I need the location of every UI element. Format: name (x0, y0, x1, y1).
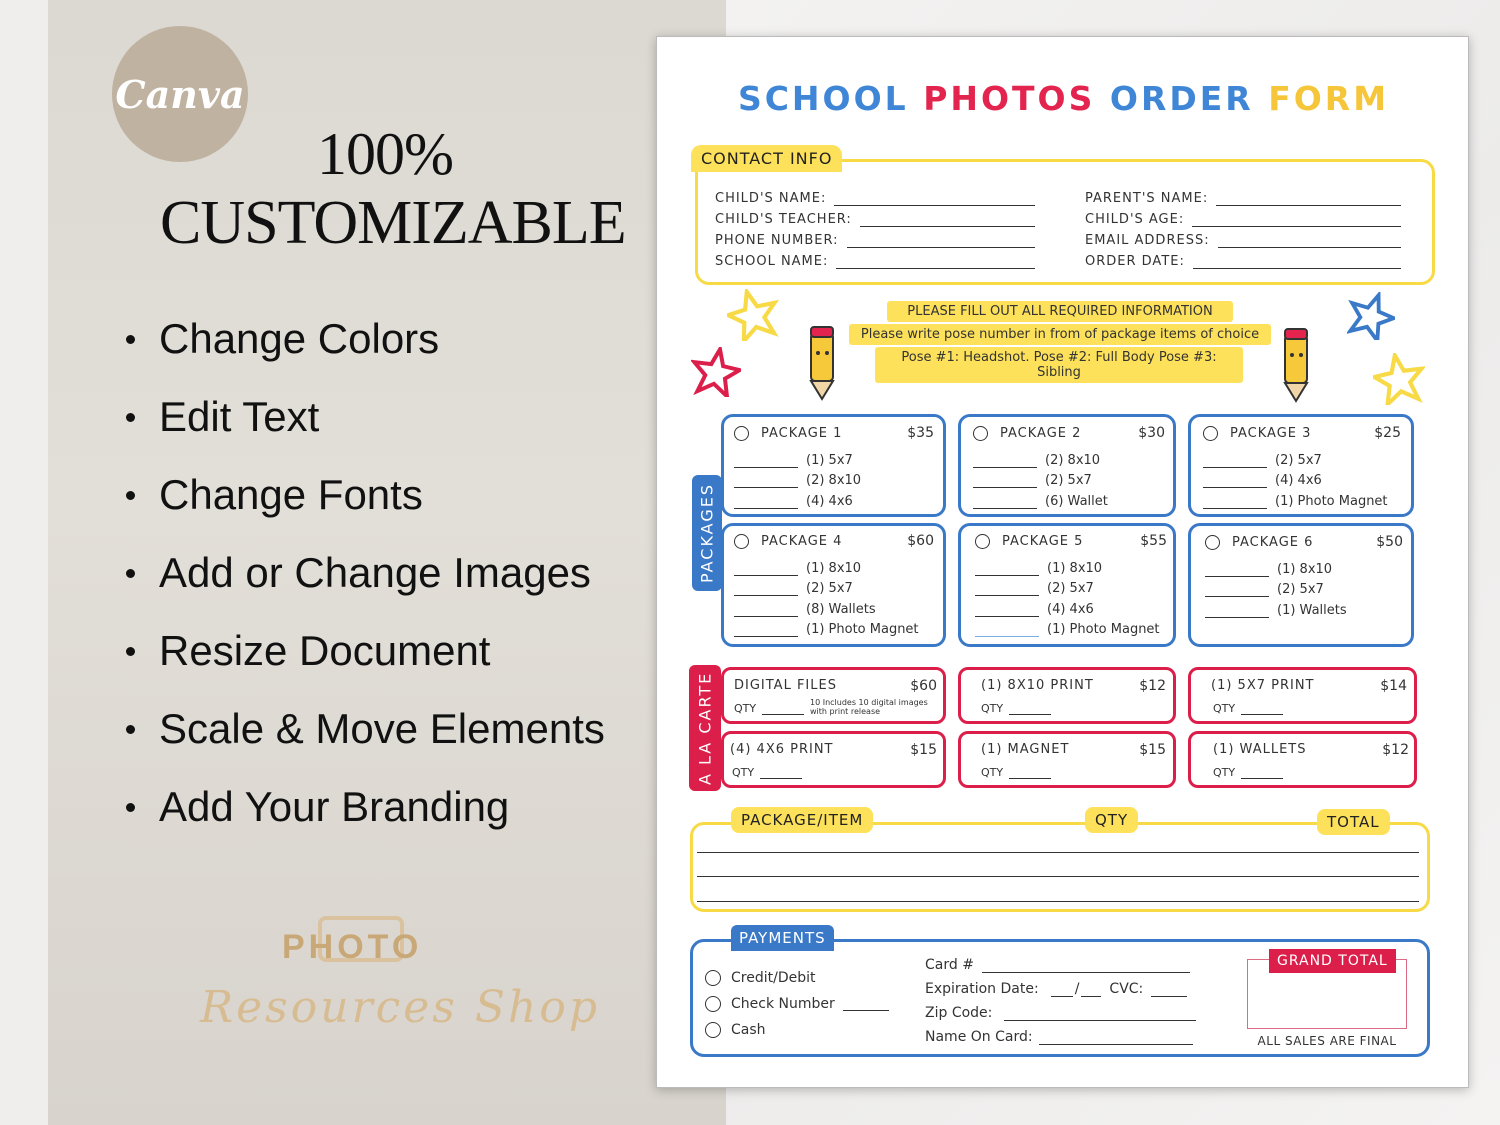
input-line[interactable] (860, 213, 1035, 227)
packages-tab: PACKAGES (692, 475, 722, 591)
zip-field[interactable]: Zip Code: (925, 997, 1196, 1021)
contact-field[interactable]: ORDER DATE: (1085, 248, 1401, 269)
contact-info-tag: CONTACT INFO (691, 145, 842, 172)
bullet-icon (126, 647, 135, 656)
feature-item: Change Fonts (126, 456, 605, 534)
digital-files-note: 10 Includes 10 digital images with print release (810, 698, 928, 716)
pose-input-line[interactable] (734, 497, 798, 509)
input-line[interactable] (847, 234, 1035, 248)
package-radio[interactable] (1205, 535, 1220, 550)
package-radio[interactable] (734, 426, 749, 441)
pose-input-line[interactable] (1203, 497, 1267, 509)
alacarte-card[interactable]: (1) WALLETS $12 QTY (1188, 731, 1417, 788)
pose-input-line[interactable] (975, 625, 1039, 637)
notice-line: Please write pose number in from of package items of choice (849, 324, 1271, 345)
package-card[interactable]: PACKAGE 1 $35 (1) 5x7 (2) 8x10 (4) 4x6 (721, 414, 946, 517)
package-radio[interactable] (734, 534, 749, 549)
payment-option-cash[interactable]: Cash (705, 1017, 889, 1043)
input-line[interactable] (1193, 255, 1401, 269)
package-item: (4) 4x6 (975, 596, 1160, 617)
package-item: (2) 8x10 (734, 468, 861, 489)
package-card[interactable]: PACKAGE 3 $25 (2) 5x7 (4) 4x6 (1) Photo Magnet (1188, 414, 1414, 517)
package-item: (6) Wallet (973, 488, 1108, 509)
headline-customizable: CUSTOMIZABLE (160, 189, 626, 257)
exp-year-line[interactable] (1081, 985, 1101, 997)
package-item: (1) 8x10 (975, 555, 1160, 576)
contact-field[interactable]: PARENT'S NAME: (1085, 185, 1401, 206)
cvc-line[interactable] (1151, 985, 1187, 997)
alacarte-card[interactable]: (1) 5X7 PRINT $14 QTY (1188, 667, 1417, 724)
bullet-icon (126, 803, 135, 812)
package-item: (2) 5x7 (734, 576, 919, 597)
headline-percent: 100% (317, 121, 453, 187)
final-note: ALL SALES ARE FINAL (1257, 1034, 1397, 1048)
pose-input-line[interactable] (734, 625, 798, 637)
notice-line: Pose #1: Headshot. Pose #2: Full Body Pose #3: Sibling (875, 347, 1243, 383)
qty-input-line[interactable] (1009, 769, 1051, 779)
input-line[interactable] (836, 255, 1035, 269)
pose-input-line[interactable] (975, 584, 1039, 596)
pose-input-line[interactable] (1205, 606, 1269, 618)
summary-input-line[interactable] (697, 901, 1419, 902)
column-package-item: PACKAGE/ITEM (731, 807, 873, 833)
pose-input-line[interactable] (734, 564, 798, 576)
pose-input-line[interactable] (1203, 476, 1267, 488)
pose-input-line[interactable] (975, 564, 1039, 576)
package-item: (4) 4x6 (734, 488, 861, 509)
pose-input-line[interactable] (734, 456, 798, 468)
package-item: (1) Photo Magnet (734, 617, 919, 638)
package-item: (1) Photo Magnet (975, 617, 1160, 638)
notice-line: PLEASE FILL OUT ALL REQUIRED INFORMATION (887, 301, 1233, 322)
pose-input-line[interactable] (734, 605, 798, 617)
package-item: (2) 5x7 (1203, 447, 1388, 468)
qty-field[interactable]: QTY (1213, 702, 1283, 715)
package-card[interactable]: PACKAGE 5 $55 (1) 8x10 (2) 5x7 (4) 4x6 (1) Photo Magnet (958, 523, 1176, 647)
qty-field[interactable]: QTY (732, 766, 802, 779)
column-total: TOTAL (1317, 809, 1390, 835)
package-item: (4) 4x6 (1203, 468, 1388, 489)
package-card[interactable]: PACKAGE 6 $50 (1) 8x10 (2) 5x7 (1) Wallets (1188, 523, 1414, 647)
contact-field[interactable]: EMAIL ADDRESS: (1085, 227, 1401, 248)
alacarte-card[interactable]: (1) MAGNET $15 QTY (958, 731, 1176, 788)
qty-input-line[interactable] (760, 769, 802, 779)
name-on-card-line[interactable] (1039, 1033, 1193, 1045)
contact-field[interactable]: SCHOOL NAME: (715, 248, 1035, 269)
payments-tag: PAYMENTS (731, 925, 834, 951)
column-qty: QTY (1085, 807, 1138, 833)
feature-item: Edit Text (126, 378, 605, 456)
qty-field[interactable]: QTY (1213, 766, 1283, 779)
contact-field[interactable]: PHONE NUMBER: (715, 227, 1035, 248)
contact-right-column (1085, 185, 1401, 269)
order-summary-section (690, 822, 1430, 912)
input-line[interactable] (1218, 234, 1401, 248)
yellow-star-icon (1373, 353, 1425, 405)
qty-input-line[interactable] (1241, 769, 1283, 779)
feature-item: Scale & Move Elements (126, 690, 605, 768)
title-word: SCHOOL (737, 79, 909, 118)
payment-options (705, 965, 889, 1043)
package-item: (2) 5x7 (975, 576, 1160, 597)
grand-total-label: GRAND TOTAL (1269, 949, 1396, 973)
yellow-star-icon (727, 289, 779, 341)
bullet-icon (126, 491, 135, 500)
input-line[interactable] (1192, 213, 1401, 227)
exp-month-line[interactable] (1051, 985, 1073, 997)
qty-field[interactable]: QTY (981, 702, 1051, 715)
pose-input-line[interactable] (734, 584, 798, 596)
package-item: (1) Wallets (1205, 597, 1347, 618)
package-card[interactable]: PACKAGE 4 $60 (1) 8x10 (2) 5x7 (8) Wallets (1) Photo Magnet (721, 523, 946, 647)
summary-input-line[interactable] (697, 852, 1419, 853)
pose-input-line[interactable] (1205, 585, 1269, 597)
package-item: (1) 5x7 (734, 447, 861, 468)
pose-input-line[interactable] (973, 456, 1037, 468)
package-item: (2) 5x7 (973, 468, 1108, 489)
alacarte-card[interactable]: (4) 4X6 PRINT $15 QTY (721, 731, 946, 788)
qty-input-line[interactable] (1009, 705, 1051, 715)
pencil-icon (801, 323, 847, 403)
pencil-icon (1271, 325, 1317, 405)
bullet-icon (126, 569, 135, 578)
pose-input-line[interactable] (975, 605, 1039, 617)
contact-field[interactable]: CHILD'S AGE: (1085, 206, 1401, 227)
brand-script: Resources Shop (200, 982, 600, 1033)
payment-radio[interactable] (705, 996, 721, 1012)
payment-option-check[interactable]: Check Number (705, 991, 889, 1017)
brand-photo-word: PHOTO (282, 928, 423, 966)
package-item: (2) 8x10 (973, 447, 1108, 468)
contact-field[interactable]: CHILD'S TEACHER: (715, 206, 1035, 227)
package-item: (8) Wallets (734, 596, 919, 617)
feature-item: Add Your Branding (126, 768, 605, 846)
card-number-line[interactable] (982, 961, 1190, 973)
feature-item: Add or Change Images (126, 534, 605, 612)
check-number-line[interactable] (843, 997, 889, 1011)
bullet-icon (126, 335, 135, 344)
pose-input-line[interactable] (734, 476, 798, 488)
canva-logo: Canva (112, 26, 248, 162)
order-form-document (656, 36, 1469, 1088)
package-item: (1) 8x10 (734, 555, 919, 576)
title-word: FORM (1268, 79, 1390, 118)
red-star-icon (691, 347, 741, 397)
package-radio[interactable] (975, 534, 990, 549)
alacarte-tab: A LA CARTE (689, 665, 721, 791)
feature-item: Resize Document (126, 612, 605, 690)
package-item: (1) Photo Magnet (1203, 488, 1388, 509)
package-radio[interactable] (1203, 426, 1218, 441)
payment-radio[interactable] (705, 1022, 721, 1038)
alacarte-card[interactable]: DIGITAL FILES $60 QTY 10 Includes 10 digital images with print release (721, 667, 946, 724)
package-card[interactable]: PACKAGE 2 $30 (2) 8x10 (2) 5x7 (6) Wallet (958, 414, 1176, 517)
input-line[interactable] (834, 192, 1035, 206)
input-line[interactable] (1216, 192, 1401, 206)
name-on-card-field[interactable]: Name On Card: (925, 1021, 1196, 1045)
title-word: ORDER (1109, 79, 1254, 118)
feature-list (126, 300, 605, 846)
package-item: (2) 5x7 (1205, 577, 1347, 598)
feature-item: Change Colors (126, 300, 605, 378)
zip-line[interactable] (1004, 1009, 1196, 1021)
payment-radio[interactable] (705, 970, 721, 986)
qty-input-line[interactable] (1241, 705, 1283, 715)
qty-input-line[interactable] (762, 705, 804, 715)
pose-input-line[interactable] (1205, 565, 1269, 577)
card-details (925, 949, 1196, 1045)
bullet-icon (126, 413, 135, 422)
pose-input-line[interactable] (973, 476, 1037, 488)
form-title (657, 79, 1470, 118)
alacarte-card[interactable]: (1) 8X10 PRINT $12 QTY (958, 667, 1176, 724)
expiration-field[interactable]: Expiration Date: / CVC: (925, 973, 1196, 997)
qty-field[interactable]: QTY (734, 702, 804, 715)
contact-field[interactable]: CHILD'S NAME: (715, 185, 1035, 206)
pose-input-line[interactable] (1203, 456, 1267, 468)
contact-left-column (715, 185, 1035, 269)
blue-star-icon (1347, 292, 1395, 340)
qty-field[interactable]: QTY (981, 766, 1051, 779)
payment-option-credit[interactable]: Credit/Debit (705, 965, 889, 991)
card-number-field[interactable]: Card # (925, 949, 1196, 973)
pose-input-line[interactable] (973, 497, 1037, 509)
bullet-icon (126, 725, 135, 734)
title-word: PHOTOS (923, 79, 1096, 118)
package-item: (1) 8x10 (1205, 556, 1347, 577)
summary-input-line[interactable] (697, 876, 1419, 877)
package-radio[interactable] (973, 426, 988, 441)
